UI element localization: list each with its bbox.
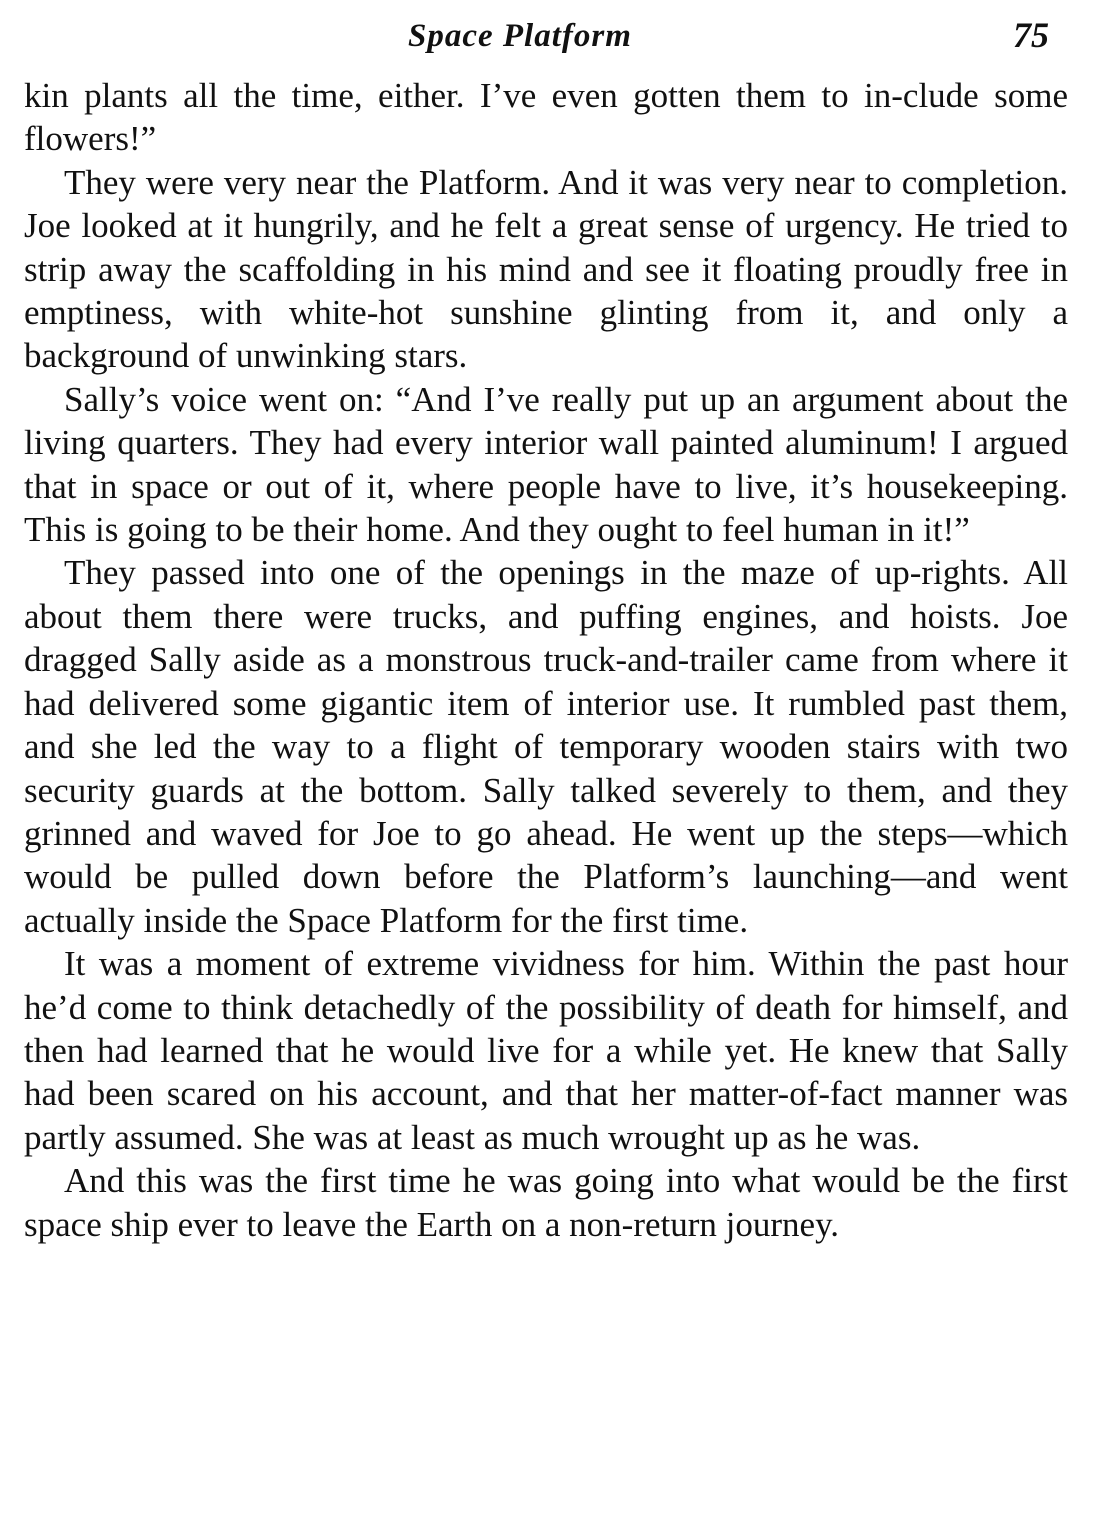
page-number: 75 (1013, 15, 1049, 55)
paragraph: They passed into one of the openings in the maze of up-rights. All about them there were trucks, and puffing engines, and hoists. Joe dragged Sally aside as a monstrous truck-and-trailer came from where it had delivered some gigantic item of interior use. It rumbled past them, and she led the way to a flight of temporary wooden stairs with two security guards at the bottom. Sally talked severely to them, and they grinned and waved for Joe to go ahead. He went up the steps—which would be pulled down before the Platform’s launching—and went actually inside the Space Platform for the first time. (24, 553, 1068, 940)
body-text (24, 74, 1068, 1246)
running-head (0, 14, 1096, 64)
paragraph-continued: kin plants all the time, either. I’ve even gotten them to in-clude some flowers!” (24, 76, 1068, 159)
paragraph: Sally’s voice went on: “And I’ve really put up an argument about the living quarters. They had every interior wall painted aluminum! I argued that in space or out of it, where people have to live, it’s housekeeping. This is going to be their home. And they ought to feel human in it!” (24, 379, 1068, 550)
paragraph: And this was the first time he was going into what would be the first space ship ever to leave the Earth on a non-return journey. (24, 1161, 1068, 1244)
paragraph: They were very near the Platform. And it was very near to completion. Joe looked at it hungrily, and he felt a great sense of urgency. He tried to strip away the scaffolding in his mind and see it floating proudly free in emptiness, with white-hot sunshine glinting from it, and only a background of unwinking stars. (24, 162, 1068, 376)
running-title: Space Platform (408, 18, 632, 54)
paragraph: It was a moment of extreme vividness for him. Within the past hour he’d come to think detachedly of the possibility of death for himself, and then had learned that he would live for a while yet. He knew that Sally had been scared on his account, and that her matter-of-fact manner was partly assumed. She was at least as much wrought up as he was. (24, 944, 1068, 1157)
